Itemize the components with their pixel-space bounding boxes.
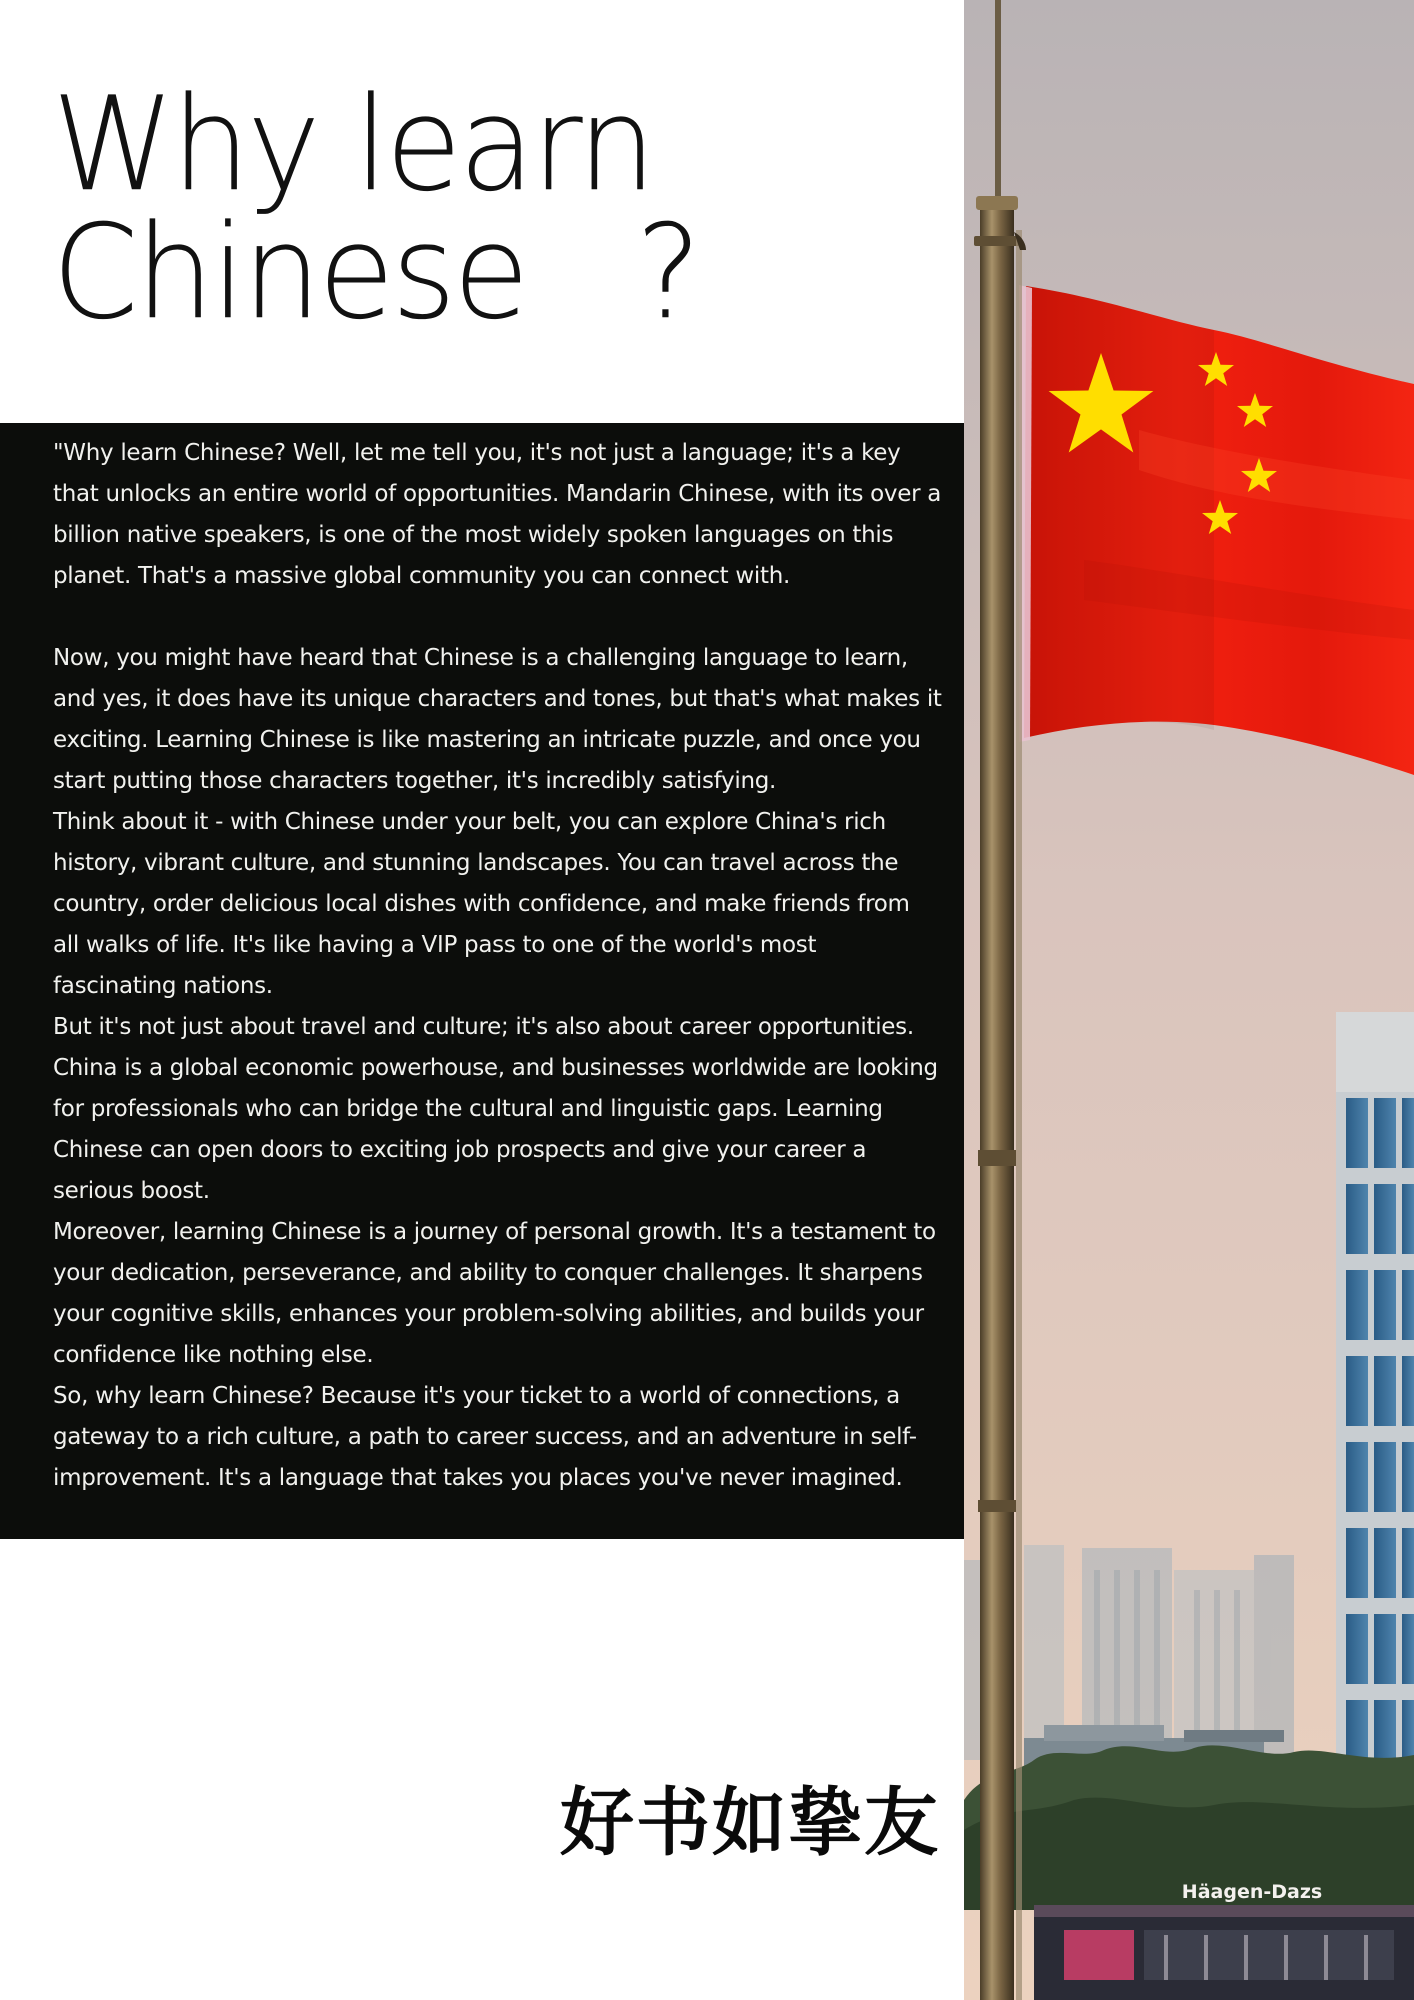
store-sign-text: Häagen-Dazs [1181, 1881, 1323, 1903]
chinese-motto: 好书如挚友 [560, 1780, 940, 1866]
paragraph-4: But it's not just about travel and culture; it's also about career opportunities. China is a global economic powerhouse, and businesses worldwide are looking for professionals who can bridge the cultural and linguistic gaps. Learning Chinese can open doors to exciting job prospects and give your career a serious boost. [53, 1014, 938, 1204]
flagpole [974, 196, 1026, 2000]
paragraph-3: Think about it - with Chinese under your belt, you can explore China's rich history, vibrant culture, and stunning landscapes. You can travel across the country, order delicious local dishes with confidence, and make friends from all walks of life. It's like having a VIP pass to one of the world's most fascinating nations. [53, 809, 910, 999]
title-line-2: Chinese ? [52, 197, 699, 349]
paragraph-2: Now, you might have heard that Chinese is a challenging language to learn, and yes, it does have its unique characters and tones, but that's what makes it exciting. Learning Chinese is like mastering an intricate puzzle, and once you start putting those characters together, it's incredibly satisfying. [53, 645, 942, 794]
paragraph-6: So, why learn Chinese? Because it's your ticket to a world of connections, a gateway to a rich culture, a path to career success, and an adventure in self-improvement. It's a language that takes you places you've never imagined. [53, 1383, 917, 1491]
page-title [52, 69, 952, 349]
flag-photo [964, 0, 1414, 2000]
paragraph-1: "Why learn Chinese? Well, let me tell you, it's not just a language; it's a key that unlocks an entire world of opportunities. Mandarin Chinese, with its over a billion native speakers, is one of the most widely spoken languages on this planet. That's a massive global community you can connect with. [53, 440, 942, 589]
text-panel [0, 423, 964, 1539]
paragraph-5: Moreover, learning Chinese is a journey of personal growth. It's a testament to your dedication, perseverance, and ability to conquer challenges. It sharpens your cognitive skills, enhances your problem-solving abilities, and builds your confidence like nothing else. [53, 1219, 936, 1368]
title-line-1: Why learn [52, 69, 654, 221]
